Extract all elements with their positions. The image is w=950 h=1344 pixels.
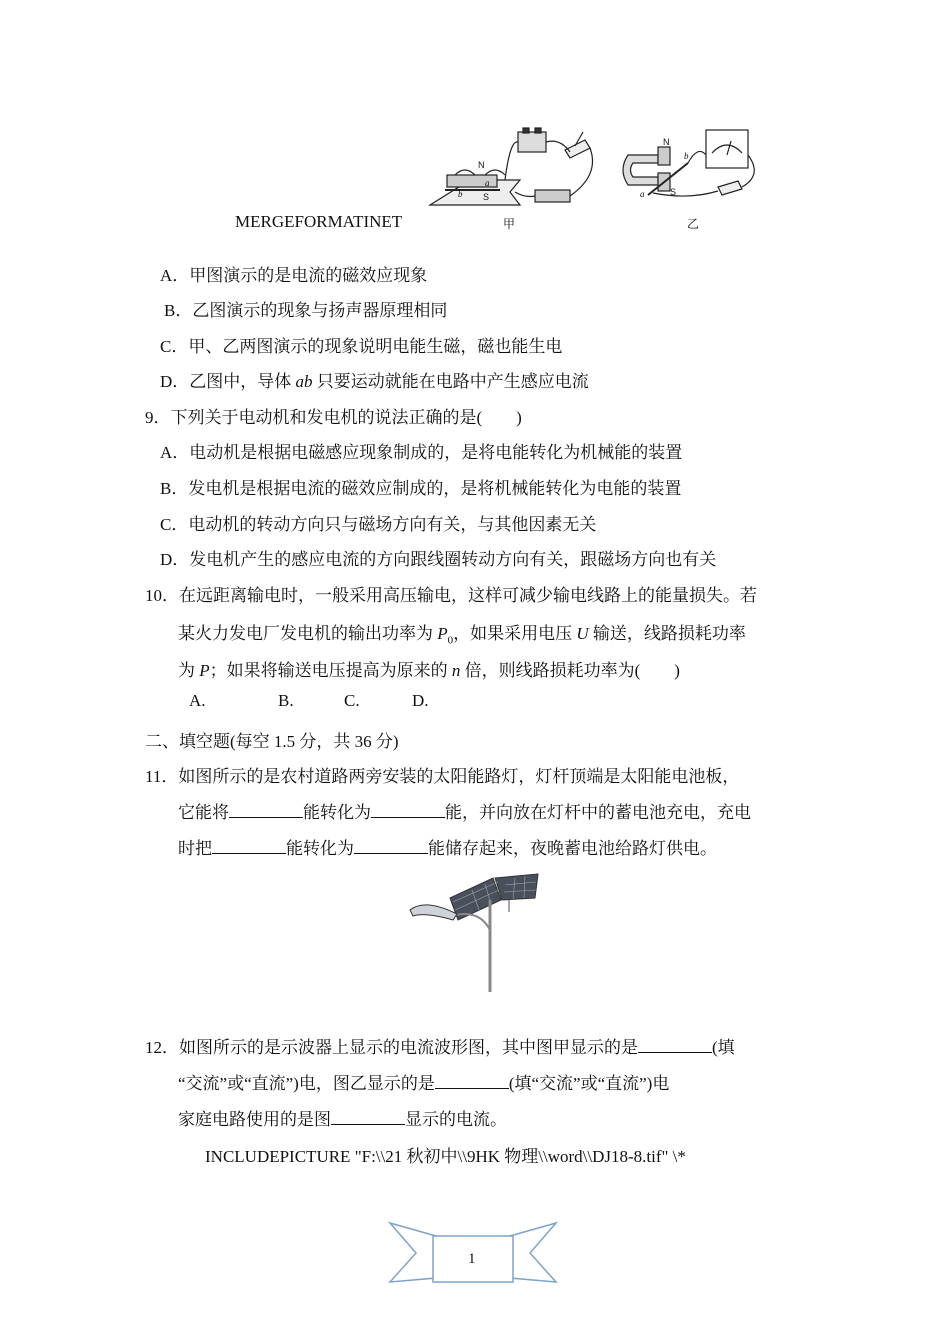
q12-line-2 xyxy=(178,1069,669,1094)
label-a-2: a xyxy=(640,189,645,199)
label-b: b xyxy=(458,189,463,199)
q10-var-p: P xyxy=(199,661,210,680)
q10-line-2 xyxy=(178,619,746,646)
q8-option-a: A．甲图演示的是电流的磁效应现象 xyxy=(160,266,428,285)
section-heading: 二、填空题(每空 1.5 分，共 36 分) xyxy=(145,732,399,751)
q10-subscript: 0 xyxy=(447,634,454,647)
q11-text-6: 能储存起来，夜晚蓄电池给路灯供电。 xyxy=(428,839,717,858)
q8-d-text: D．乙图中，导体 xyxy=(160,372,296,391)
merge-field-code: MERGEFORMATINET xyxy=(235,212,403,231)
q10-text-4: 为 xyxy=(178,661,200,680)
q11-text-5: 能转化为 xyxy=(286,839,354,858)
q12-text-6: 显示的电流。 xyxy=(405,1110,507,1129)
galvanometer xyxy=(706,130,748,168)
q9-option-c: C．电动机的转动方向只与磁场方向有关，与其他因素无关 xyxy=(160,515,597,534)
lamp-head xyxy=(410,905,457,920)
q9-option-b: B．发电机是根据电流的磁效应制成的，是将机械能转化为电能的装置 xyxy=(160,479,682,498)
q10-option-c: C. xyxy=(344,691,360,710)
figure-jia xyxy=(425,120,605,215)
q12-blank-2[interactable] xyxy=(435,1074,509,1089)
q10-line-3 xyxy=(178,656,680,681)
include-picture-field: INCLUDEPICTURE "F:\\21 秋初中\\9HK 物理\\word\\DJ18-8.tif" \* xyxy=(205,1147,686,1166)
caption-jia: 甲 xyxy=(503,217,516,231)
label-n-2: N xyxy=(663,137,670,147)
q12-blank-1[interactable] xyxy=(638,1038,712,1053)
caption-yi: 乙 xyxy=(687,217,700,231)
q8-option-c: C．甲、乙两图演示的现象说明电能生磁，磁也能生电 xyxy=(160,337,563,356)
page-number: 1 xyxy=(468,1251,476,1267)
q12-text: 12．如图所示的是示波器上显示的电流波形图，其中图甲显示的是 xyxy=(145,1038,638,1057)
label-s: S xyxy=(483,192,490,202)
q11-text-3: 能，并向放在灯杆中的蓄电池充电，充电 xyxy=(445,803,751,822)
q10-var-n: n xyxy=(451,661,461,680)
q11-blank-2[interactable] xyxy=(371,803,445,818)
solar-street-lamp-figure xyxy=(405,870,545,995)
q11-line-3 xyxy=(178,834,717,859)
q11-blank-1[interactable] xyxy=(229,803,303,818)
q10-text-2: ，如果采用电压 xyxy=(453,624,577,643)
q12-line-1 xyxy=(145,1033,735,1058)
switch-2 xyxy=(718,181,742,195)
q10-var-p0: P xyxy=(437,624,448,643)
q11-line-1: 11．如图所示的是农村道路两旁安装的太阳能路灯，灯杆顶端是太阳能电池板， xyxy=(145,767,740,786)
q11-blank-4[interactable] xyxy=(354,839,428,854)
q12-text-3: “交流”或“直流”)电，图乙显示的是 xyxy=(178,1074,435,1093)
q10-line-1: 10．在远距离输电时，一般采用高压输电，这样可减少输电线路上的能量损失。若 xyxy=(145,586,757,605)
q8-option-b: B．乙图演示的现象与扬声器原理相同 xyxy=(164,301,448,320)
u-magnet xyxy=(623,155,658,185)
magnet xyxy=(447,175,497,187)
q11-text-2: 能转化为 xyxy=(303,803,371,822)
q12-text-2: (填 xyxy=(712,1038,735,1057)
q10-text: 某火力发电厂发电机的输出功率为 xyxy=(178,624,438,643)
q11-line-2 xyxy=(178,798,751,823)
q9-option-a: A．电动机是根据电磁感应现象制成的，是将电能转化为机械能的装置 xyxy=(160,443,683,462)
q12-blank-3[interactable] xyxy=(331,1110,405,1125)
q10-text-3: 输送，线路损耗功率 xyxy=(588,624,746,643)
q12-text-4: (填“交流”或“直流”)电 xyxy=(508,1074,670,1093)
q11-blank-3[interactable] xyxy=(212,839,286,854)
q12-line-3 xyxy=(178,1105,507,1130)
q10-var-u: U xyxy=(576,624,589,643)
q12-text-5: 家庭电路使用的是图 xyxy=(178,1110,331,1129)
rheostat xyxy=(535,190,570,202)
q8-d-text-2: 只要运动就能在电路中产生感应电流 xyxy=(312,372,589,391)
q10-option-a: A. xyxy=(189,691,206,710)
q11-text: 它能将 xyxy=(178,803,229,822)
q8-option-d xyxy=(160,367,589,392)
q10-option-b: B. xyxy=(278,691,294,710)
q11-text-4: 时把 xyxy=(178,839,212,858)
label-s-2: S xyxy=(670,187,677,197)
q9-stem: 9．下列关于电动机和发电机的说法正确的是( ) xyxy=(145,408,522,427)
solar-panel-right xyxy=(495,874,538,900)
battery xyxy=(518,132,546,152)
label-n: N xyxy=(478,160,485,170)
q8-d-var: ab xyxy=(295,372,313,391)
label-a: a xyxy=(485,178,490,188)
q10-option-d: D. xyxy=(412,691,429,710)
figure-yi xyxy=(618,125,778,215)
label-b-2: b xyxy=(684,151,689,161)
q10-text-6: 倍，则线路损耗功率为( ) xyxy=(460,661,680,680)
q9-option-d: D．发电机产生的感应电流的方向跟线圈转动方向有关，跟磁场方向也有关 xyxy=(160,550,717,569)
q10-text-5: ；如果将输送电压提高为原来的 xyxy=(209,661,452,680)
